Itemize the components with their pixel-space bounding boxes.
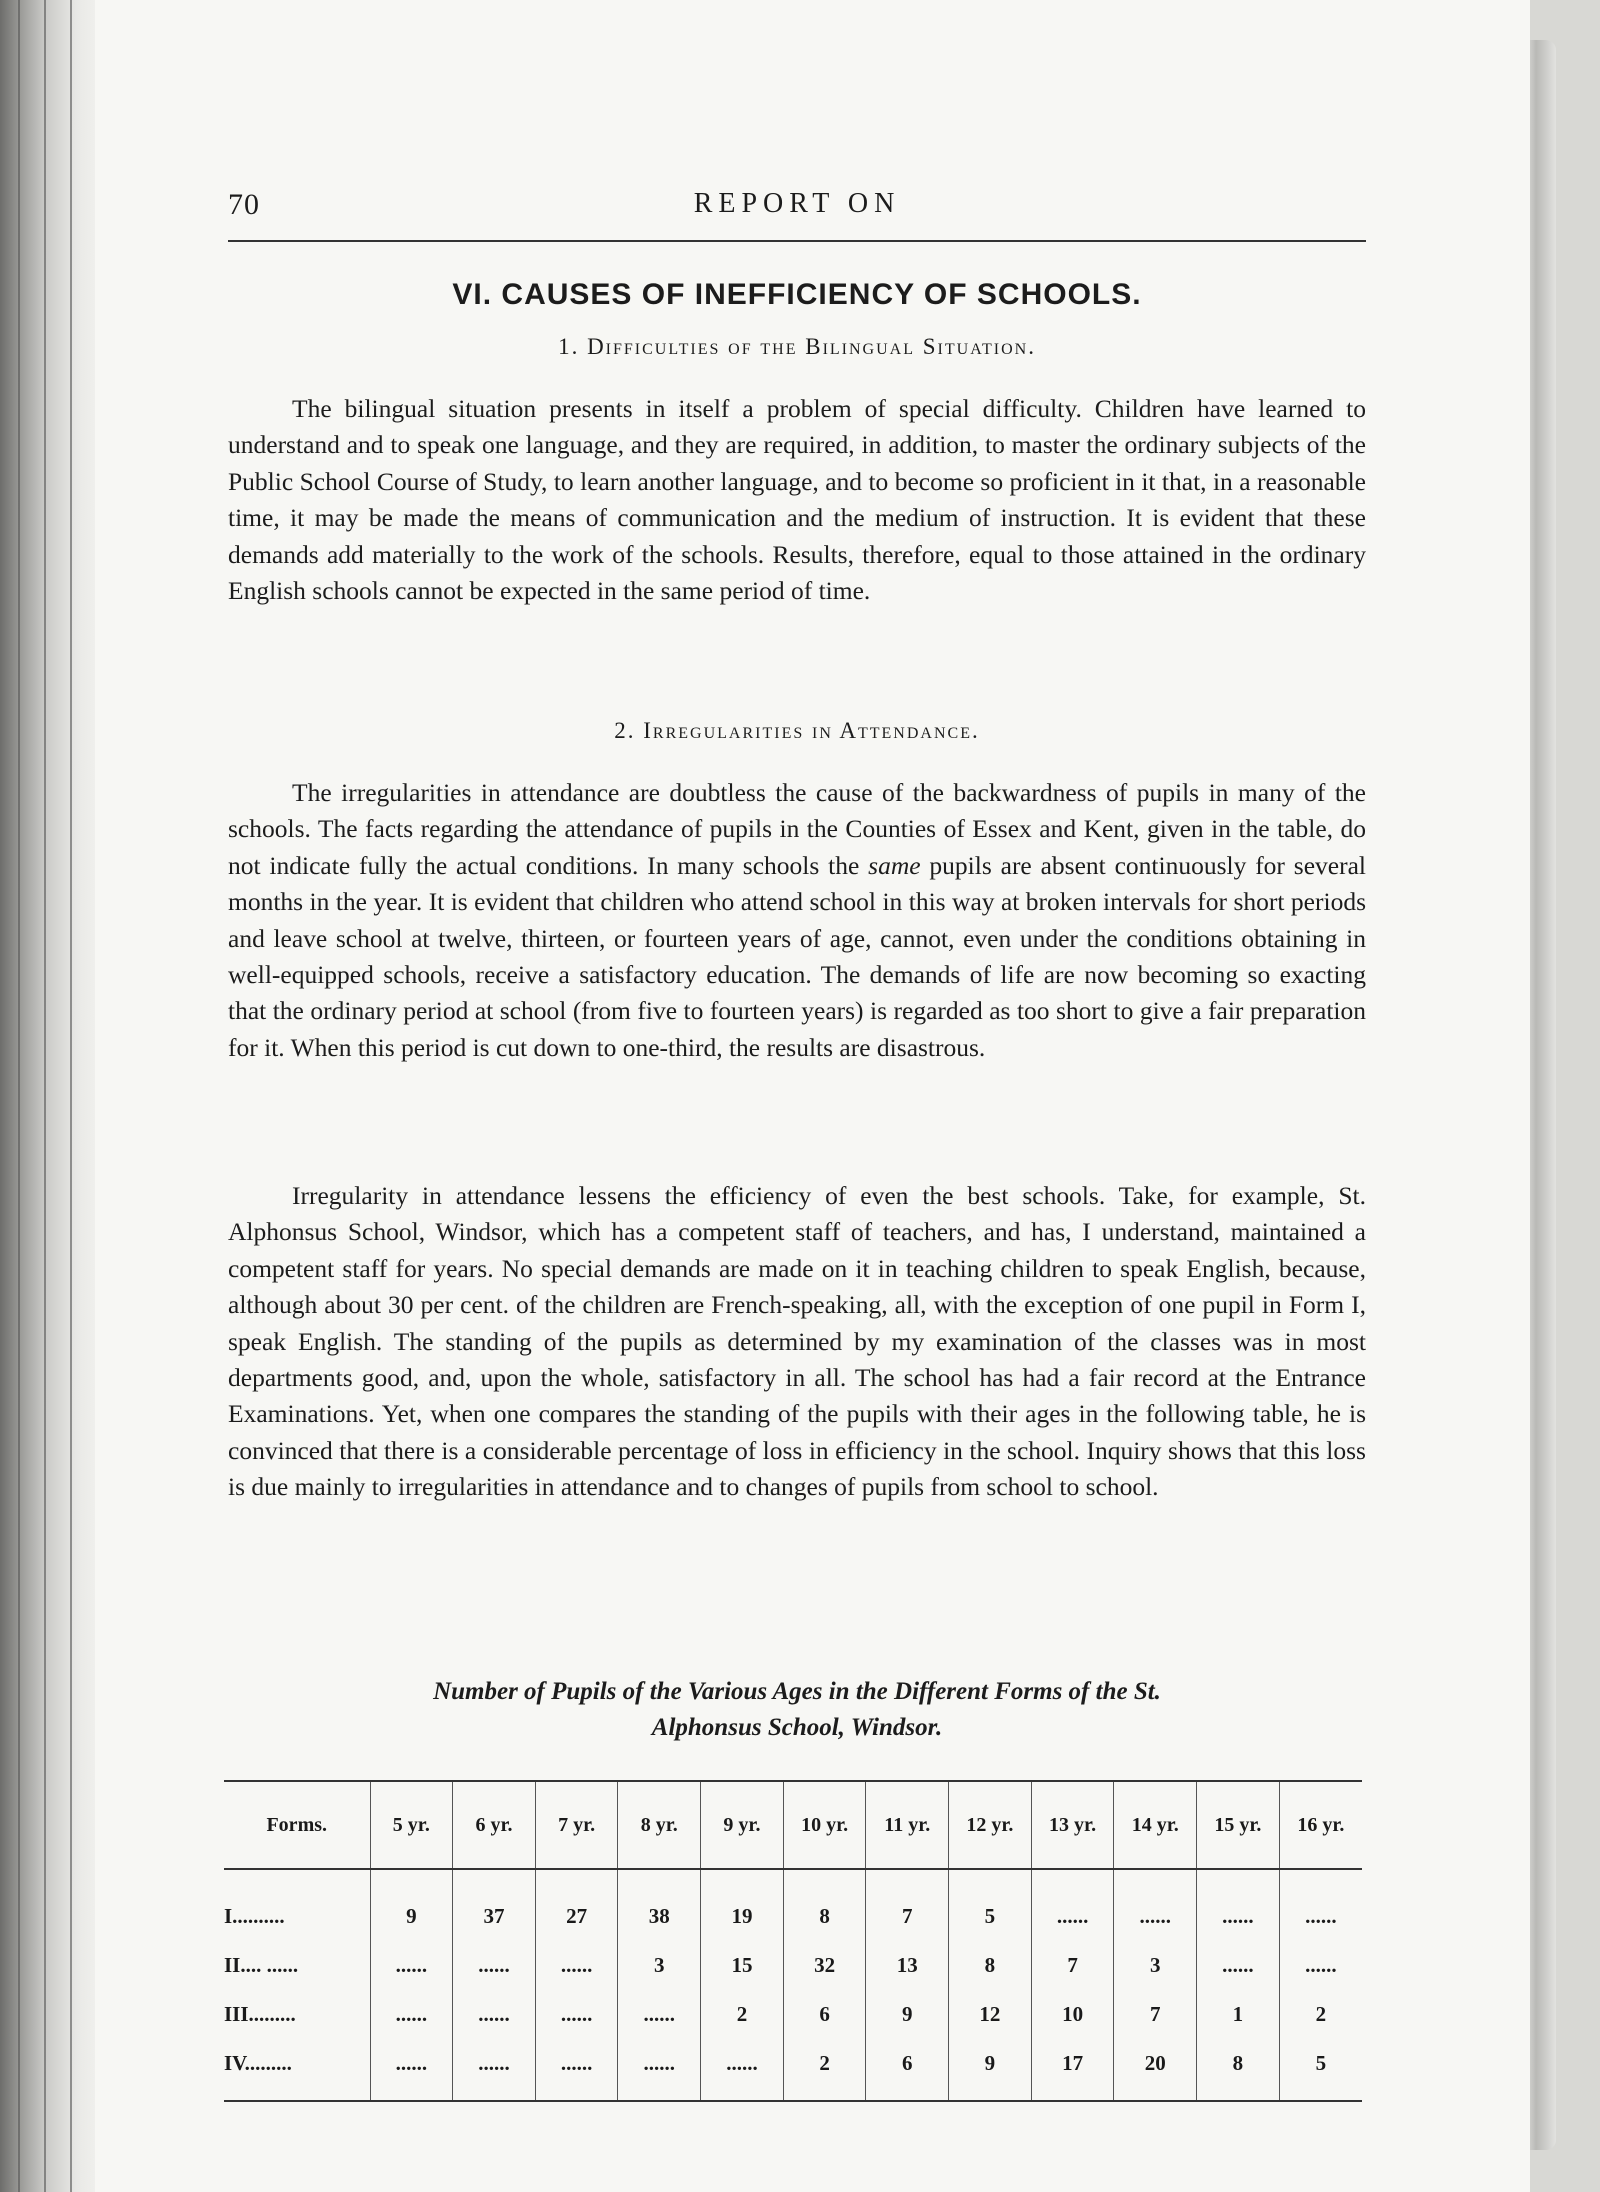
table-cell: 20 bbox=[1114, 2039, 1197, 2101]
table-row bbox=[224, 1990, 1362, 2039]
row-label: II.... ...... bbox=[224, 1953, 299, 1977]
table-cell: ...... bbox=[618, 1990, 701, 2039]
table-cell: ...... bbox=[1279, 1941, 1362, 1990]
table-cell: ...... bbox=[535, 1941, 618, 1990]
table-cell: 17 bbox=[1031, 2039, 1114, 2101]
page-header bbox=[228, 188, 1366, 242]
table-cell: 9 bbox=[370, 1869, 453, 1941]
table-cell: 15 bbox=[701, 1941, 784, 1990]
table-cell: ...... bbox=[453, 2039, 536, 2101]
table-cell: 8 bbox=[783, 1869, 866, 1941]
paragraph-text: The irregularities in attendance are doubtless the cause of the backwardness of pupils in many of the schools. The facts regarding the attendance of pupils in the Counties of Essex and Kent, given in the table, do not indicate fully the actual conditions. In many schools the bbox=[228, 778, 1366, 880]
table-row bbox=[224, 1941, 1362, 1990]
ages-table bbox=[224, 1780, 1362, 2102]
table-caption bbox=[228, 1674, 1366, 1746]
table-row bbox=[224, 1869, 1362, 1941]
table-cell: 7 bbox=[866, 1869, 949, 1941]
column-header: 15 yr. bbox=[1197, 1781, 1280, 1869]
column-header: 5 yr. bbox=[370, 1781, 453, 1869]
paragraph: Irregularity in attendance lessens the efficiency of even the best schools. Take, for example, St. Alphonsus School, Windsor, which has a competent staff of teachers, and has, I understand, maintained a competent staff for years. No special demands are made on it in teaching children to speak English, because, although about 30 per cent. of the children are French-speaking, all, with the exception of one pupil in Form I, speak English. The standing of the pupils as determined by my examination of the classes was in most departments good, and, upon the whole, satisfactory in all. The school has had a fair record at the Entrance Examinations. Yet, when one compares the standing of the pupils with their ages in the following table, he is convinced that there is a considerable percentage of loss in efficiency in the school. Inquiry shows that this loss is due mainly to irregularities in attendance and to changes of pupils from school to school. bbox=[228, 1181, 1366, 1502]
subsection-heading: 1. Difficulties of the Bilingual Situation. bbox=[558, 334, 1036, 359]
column-header: 8 yr. bbox=[618, 1781, 701, 1869]
table-cell: ...... bbox=[618, 2039, 701, 2101]
paragraph-text: pupils are absent continuously for several months in the year. It is evident that children who attend school in this way at broken intervals for short periods and leave school at twelve, thirteen, or fourteen years of age, cannot, even under the conditions obtaining in well-equipped schools, receive a satisfactory education. The demands of life are now becoming so exacting that the ordinary period at school (from five to fourteen years) is regarded as too short to give a fair preparation for it. When this period is cut down to one-third, the results are disastrous. bbox=[228, 850, 1366, 1062]
binding-line bbox=[18, 0, 20, 2192]
table-cell: 3 bbox=[1114, 1941, 1197, 1990]
table-caption-line: Number of Pupils of the Various Ages in the Different Forms of the St. bbox=[433, 1678, 1161, 1705]
table-cell: 12 bbox=[949, 1990, 1032, 2039]
table-cell: 6 bbox=[866, 2039, 949, 2101]
subsection-heading: 2. Irregularities in Attendance. bbox=[614, 718, 980, 743]
column-header: 10 yr. bbox=[783, 1781, 866, 1869]
table-cell: 38 bbox=[618, 1869, 701, 1941]
row-label: III......... bbox=[224, 2002, 296, 2026]
table-cell: 7 bbox=[1031, 1941, 1114, 1990]
column-header: 6 yr. bbox=[453, 1781, 536, 1869]
paragraph: The bilingual situation presents in itself a problem of special difficulty. Children have learned to understand and to speak one language, and they are required, in addition, to master the ordinary subjects of the Public School Course of Study, to learn another language, and to become so proficient in it that, in a reasonable time, it may be made the means of communication and the medium of instruction. It is evident that these demands add materially to the work of the schools. Results, therefore, equal to those attained in the ordinary English schools cannot be expected in the same period of time. bbox=[228, 394, 1366, 606]
table-cell: 6 bbox=[783, 1990, 866, 2039]
table-cell: ...... bbox=[1279, 1869, 1362, 1941]
emphasis-text: same bbox=[868, 850, 921, 880]
table-cell: 5 bbox=[949, 1869, 1032, 1941]
table-cell: ...... bbox=[1031, 1869, 1114, 1941]
page-number: 70 bbox=[228, 188, 260, 221]
table-cell: 2 bbox=[783, 2039, 866, 2101]
table-cell: 2 bbox=[1279, 1990, 1362, 2039]
table-cell: ...... bbox=[535, 1990, 618, 2039]
table-cell: ...... bbox=[535, 2039, 618, 2101]
table-header-row bbox=[224, 1781, 1362, 1869]
column-header: 16 yr. bbox=[1279, 1781, 1362, 1869]
table-cell: ...... bbox=[1197, 1941, 1280, 1990]
paragraph bbox=[228, 775, 1366, 1066]
table-row bbox=[224, 2039, 1362, 2101]
table-cell: ...... bbox=[453, 1941, 536, 1990]
table-cell: 8 bbox=[949, 1941, 1032, 1990]
table-cell: ...... bbox=[370, 2039, 453, 2101]
table-cell: 1 bbox=[1197, 1990, 1280, 2039]
binding-line bbox=[44, 0, 46, 2192]
table-cell: 10 bbox=[1031, 1990, 1114, 2039]
book-binding bbox=[0, 0, 110, 2192]
table-cell: 5 bbox=[1279, 2039, 1362, 2101]
row-label: IV......... bbox=[224, 2039, 370, 2101]
table-cell: ...... bbox=[370, 1941, 453, 1990]
table-cell: 37 bbox=[453, 1869, 536, 1941]
table-cell: 32 bbox=[783, 1941, 866, 1990]
table-cell: 9 bbox=[866, 1990, 949, 2039]
table-cell: 2 bbox=[701, 1990, 784, 2039]
table-cell: 7 bbox=[1114, 1990, 1197, 2039]
column-header: 14 yr. bbox=[1114, 1781, 1197, 1869]
row-label: I.......... bbox=[224, 1904, 285, 1928]
table-caption-line: Alphonsus School, Windsor. bbox=[651, 1714, 943, 1741]
binding-line bbox=[70, 0, 72, 2192]
table-cell: 27 bbox=[535, 1869, 618, 1941]
running-head: REPORT ON bbox=[693, 188, 901, 219]
column-header: 7 yr. bbox=[535, 1781, 618, 1869]
table-cell: 9 bbox=[949, 2039, 1032, 2101]
table-cell: ...... bbox=[701, 2039, 784, 2101]
table-cell: ...... bbox=[1114, 1869, 1197, 1941]
column-header: 13 yr. bbox=[1031, 1781, 1114, 1869]
table-cell: 8 bbox=[1197, 2039, 1280, 2101]
column-header: 9 yr. bbox=[701, 1781, 784, 1869]
section-title: VI. CAUSES OF INEFFICIENCY OF SCHOOLS. bbox=[452, 278, 1142, 311]
column-header: Forms. bbox=[224, 1781, 370, 1869]
table-cell: ...... bbox=[453, 1990, 536, 2039]
column-header: 11 yr. bbox=[866, 1781, 949, 1869]
table-cell: ...... bbox=[1197, 1869, 1280, 1941]
table-cell: ...... bbox=[370, 1990, 453, 2039]
table-cell: 3 bbox=[618, 1941, 701, 1990]
table-cell: 13 bbox=[866, 1941, 949, 1990]
column-header: 12 yr. bbox=[949, 1781, 1032, 1869]
table-cell: 19 bbox=[701, 1869, 784, 1941]
